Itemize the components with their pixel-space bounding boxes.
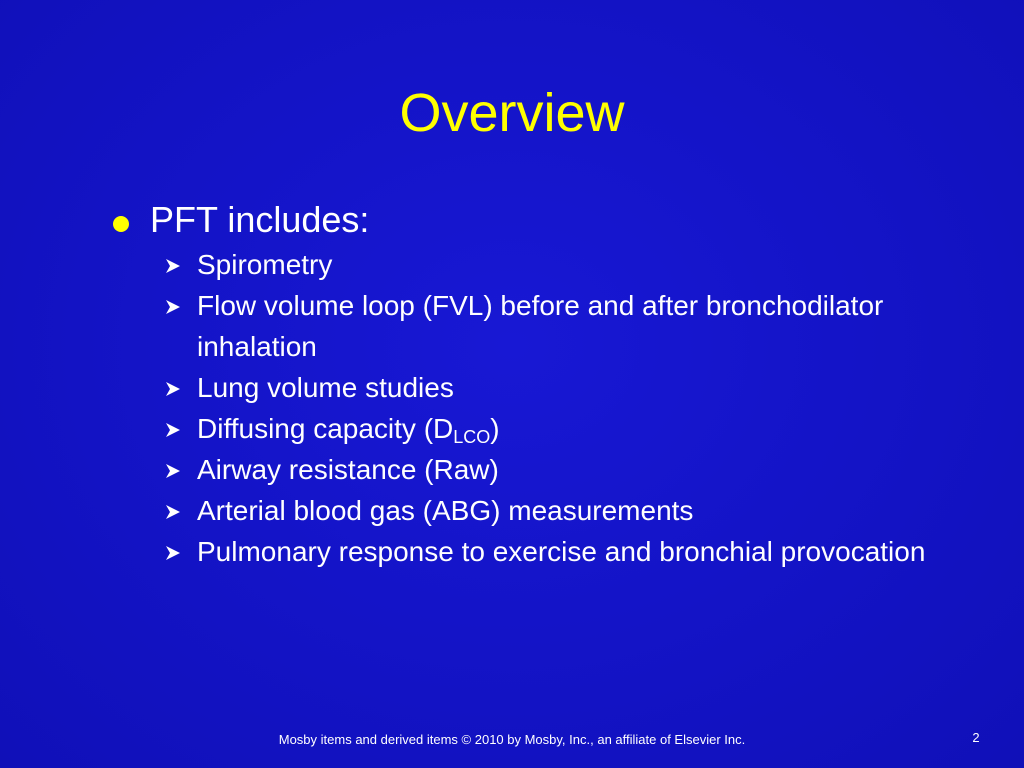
list-item (163, 449, 943, 490)
page-number: 2 (972, 730, 980, 745)
list-item-label: Airway resistance (Raw) (197, 454, 499, 485)
arrowhead-bullet-icon (163, 502, 183, 522)
arrowhead-bullet-icon (163, 256, 183, 276)
list-item-label: Flow volume loop (FVL) before and after bronchodilator inhalation (197, 290, 884, 362)
filled-circle-bullet-icon (113, 216, 129, 232)
list-item (163, 531, 943, 572)
list-item-label (197, 413, 500, 447)
dlco-subscript: LCO (453, 427, 491, 447)
list-item (163, 408, 943, 449)
arrowhead-bullet-icon (163, 461, 183, 481)
sub-bullet-list (163, 244, 943, 572)
list-item (163, 490, 943, 531)
list-item-label: Lung volume studies (197, 372, 454, 403)
diffusing-capacity-text: Diffusing capacity (D (197, 413, 454, 444)
arrowhead-bullet-icon (163, 420, 183, 440)
arrowhead-bullet-icon (163, 297, 183, 317)
arrowhead-bullet-icon (163, 379, 183, 399)
closing-paren: ) (490, 413, 500, 444)
list-item (163, 285, 943, 367)
main-bullet-item (113, 196, 369, 244)
arrowhead-bullet-icon (163, 543, 183, 563)
list-item-label: Spirometry (197, 249, 333, 280)
list-item (163, 367, 943, 408)
copyright-footer: Mosby items and derived items © 2010 by Mosby, Inc., an affiliate of Elsevier Inc. (278, 732, 746, 747)
list-item-label: Arterial blood gas (ABG) measurements (197, 495, 694, 526)
list-item-label: Pulmonary response to exercise and bronchial provocation (197, 536, 926, 567)
slide-title: Overview (399, 83, 625, 143)
list-item (163, 244, 943, 285)
main-bullet-label: PFT includes: (150, 199, 370, 240)
